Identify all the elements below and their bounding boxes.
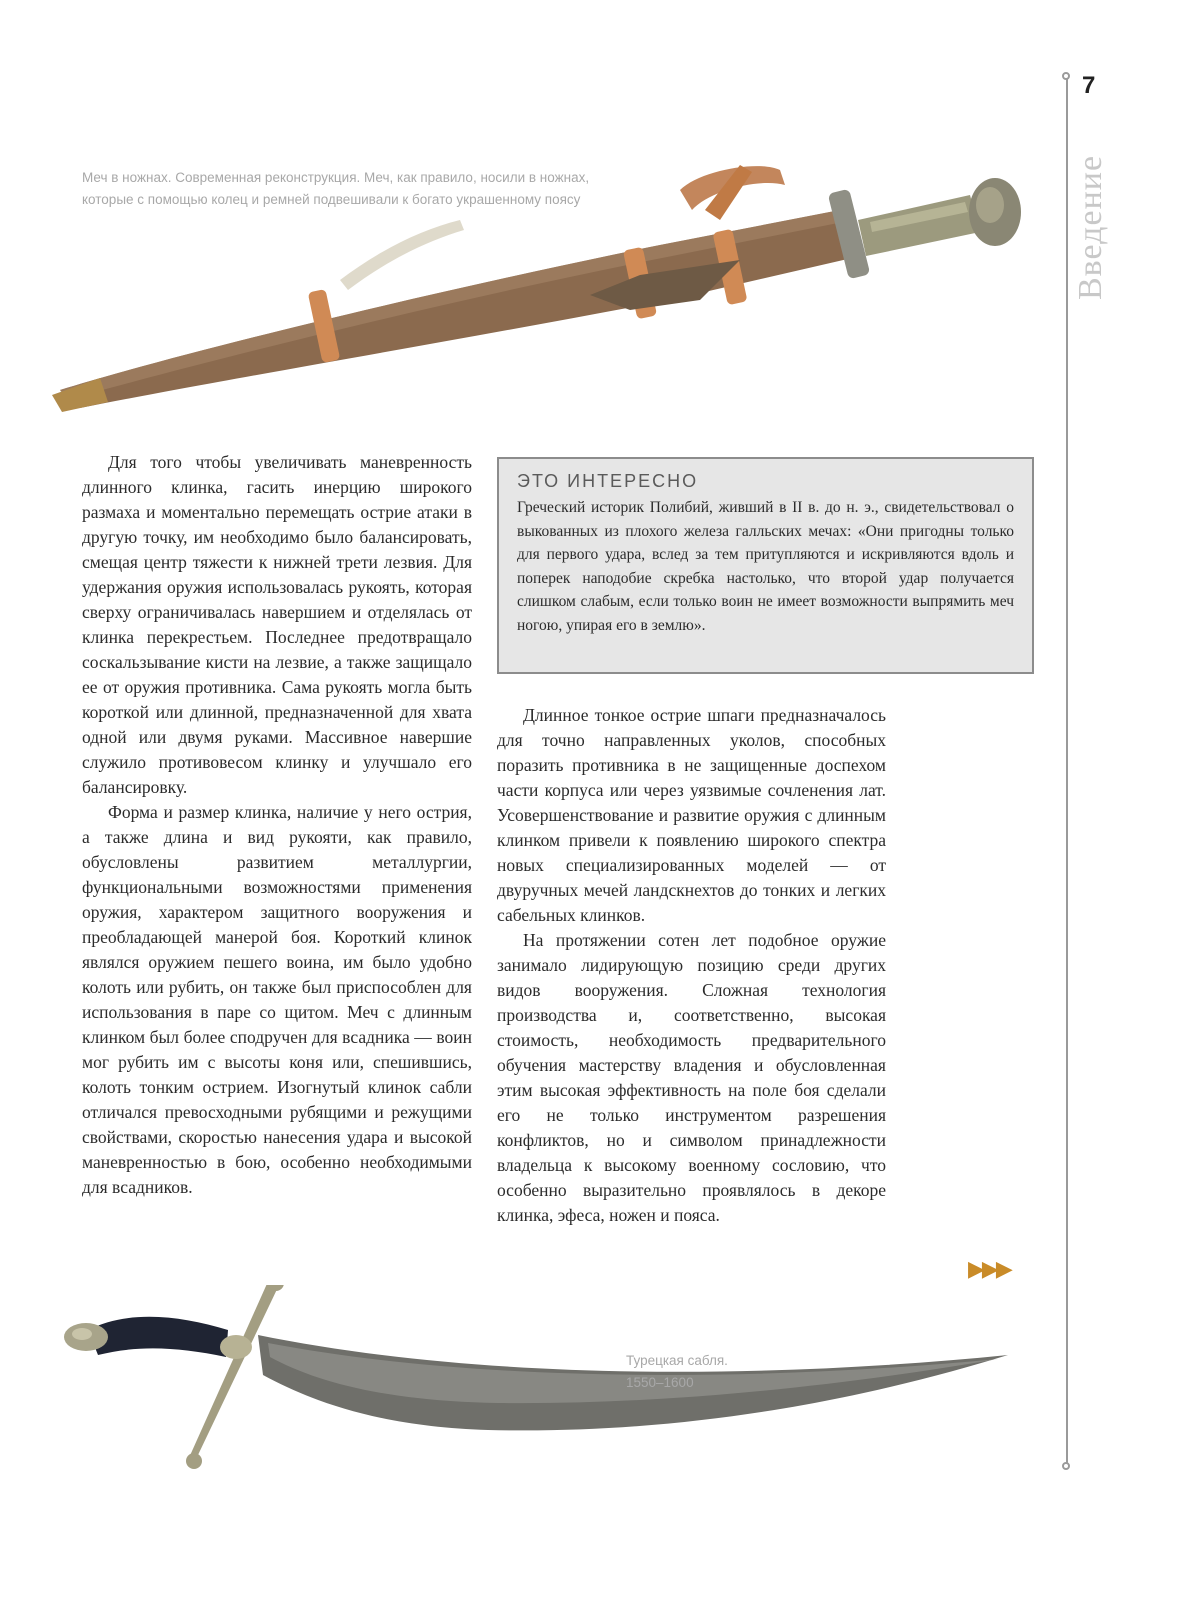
right-text-column	[497, 703, 886, 1228]
fact-box-title: ЭТО ИНТЕРЕСНО	[517, 471, 699, 491]
fact-box-text: Греческий историк Полибий, живший в II в. до н. э., свидетельствовал о выкованных из плохого железа галльских мечах: «Они пригодны только для первого удара, вслед за тем притупляются и искривляются вдоль и поперек наподобие скребка настолько, что второй удар получается слишком слабым, если только воин не имеет возможности выпрямить меч ногою, упирая его в землю».	[517, 499, 1014, 634]
continue-arrows-icon: ▶▶▶	[968, 1256, 1010, 1281]
top-image-caption: Меч в ножнах. Современная реконструкция. Меч, как правило, носили в ножнах, которые с помощью колец и ремней подвешивали к богато украшенному поясу	[82, 170, 590, 207]
left-text-column	[82, 450, 472, 1200]
right-paragraph-1: Длинное тонкое острие шпаги предназначалось для точно направленных уколов, способных поразить противника в не защищенные доспехом части корпуса или через уязвимые сочленения лат. Усовершенствование и развитие оружия с длинным клинком привели к появлению широкого спектра новых специализированных моделей — от двуручных мечей ландскнехтов до тонких и легких сабельных клинков.	[497, 705, 886, 925]
section-title: Введение	[1072, 154, 1109, 300]
rule-bottom-dot	[1062, 1462, 1070, 1470]
turkish-sabre-image	[58, 1285, 1028, 1470]
side-rule	[1066, 76, 1068, 1466]
bottom-caption-line-1: Турецкая сабля.	[626, 1353, 728, 1368]
fact-box	[497, 457, 1034, 674]
bottom-caption-line-2: 1550–1600	[626, 1375, 694, 1390]
right-paragraph-2: На протяжении сотен лет подобное оружие занимало лидирующую позицию среди других видов вооружения. Сложная технология производства и, соответственно, высокая стоимость, необходимость предварительного обучения мастерству владения и обусловленная этим высокая эффективность на поле боя сделали его не только инструментом разрешения конфликтов, но и символом принадлежности владельца к высокому военному сословию, что особенно выразительно проявлялось в декоре клинка, эфеса, ножен и пояса.	[497, 930, 886, 1225]
left-paragraph-1: Для того чтобы увеличивать маневренность длинного клинка, гасить инерцию широкого размаха и моментально перемещать острие атаки в другую точку, им необходимо было балансировать, смещая центр тяжести к нижней трети лезвия. Для удержания оружия использовалась рукоять, которая сверху ограничивалась навершием и отделялась от клинка перекрестьем. Последнее предотвращало соскальзывание кисти на лезвие, а также защищало ее от оружия противника. Сама рукоять могла быть короткой или длинной, предназначенной для хвата одной или двумя руками. Массивное навершие служило противовесом клинку и улучшало его балансировку.	[82, 452, 472, 797]
rule-top-dot	[1062, 72, 1070, 80]
bottom-image-caption	[626, 1350, 786, 1394]
left-paragraph-2: Форма и размер клинка, наличие у него острия, а также длина и вид рукояти, как правило, обусловлены развитием металлургии, функциональными возможностями применения оружия, характером защитного вооружения и преобладающей манерой боя. Короткий клинок являлся оружием пешего воина, им было удобно колоть или рубить, он также был приспособлен для использования в паре со щитом. Меч с длинным клинком был более сподручен для всадника — воин мог рубить им с высоты коня или, спешившись, колоть тонким острием. Изогнутый клинок сабли отличался превосходными рубящими и режущими свойствами, скоростью нанесения удара и высокой маневренностью в бою, особенно необходимыми для всадников.	[82, 802, 472, 1197]
page-number: 7	[1082, 72, 1096, 99]
